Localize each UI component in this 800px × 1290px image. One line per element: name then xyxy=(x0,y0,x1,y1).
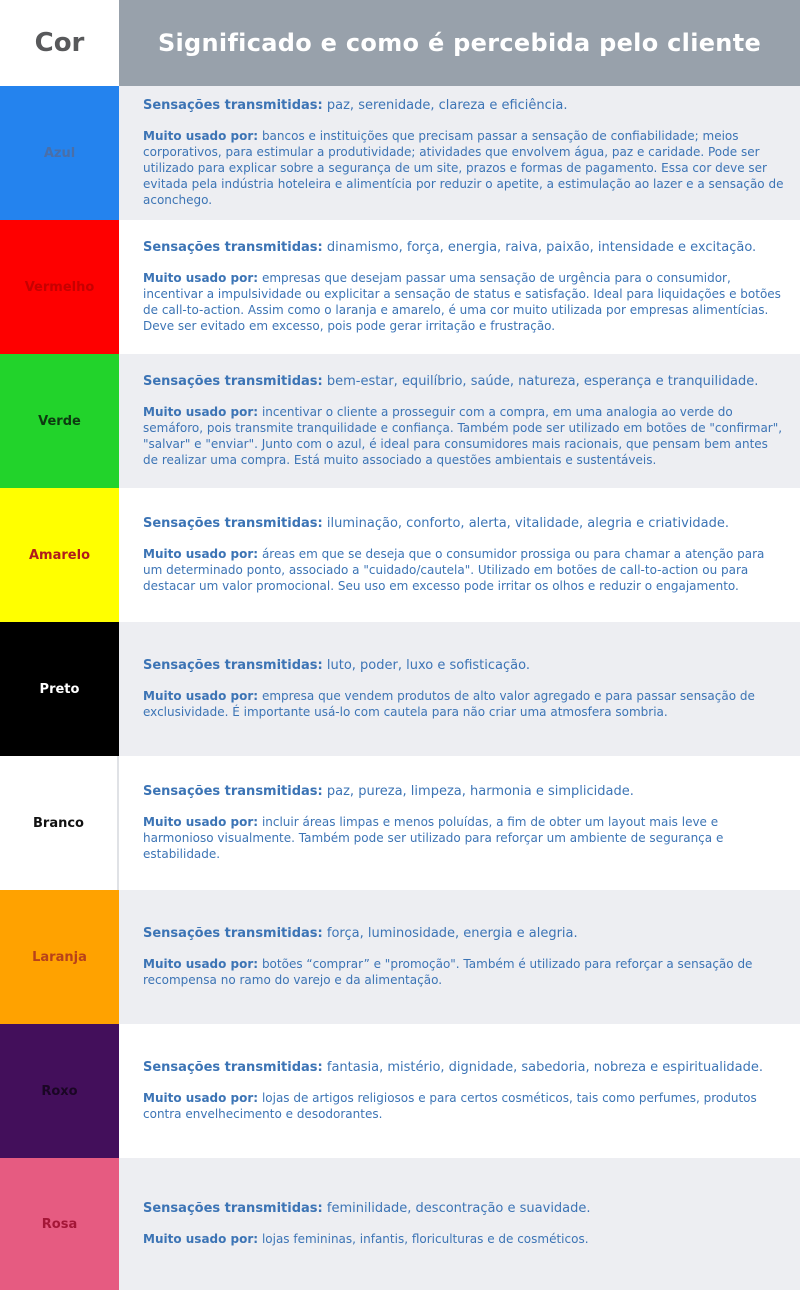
sensations-line xyxy=(143,240,786,256)
color-name: Branco xyxy=(33,815,84,831)
usage-label: Muito usado por: xyxy=(143,957,259,971)
color-description xyxy=(119,220,800,354)
sensations-label: Sensações transmitidas: xyxy=(143,1201,323,1216)
color-description xyxy=(119,1158,800,1290)
sensations-text: paz, serenidade, clareza e eficiência. xyxy=(326,98,568,113)
usage-line xyxy=(143,688,786,720)
color-name: Laranja xyxy=(32,949,87,965)
usage-label: Muito usado por: xyxy=(143,129,259,143)
sensations-line xyxy=(143,516,786,532)
usage-text: empresas que desejam passar uma sensação de urgência para o consumidor, incentivar a impulsividade ou explicitar a sensação de status e satisfação. Ideal para liquidações e botões de call-to-action. Assim como o laranja e amarelo, é uma cor muito utilizada por empresas alimentícias. Deve ser evitado em excesso, pois pode gerar irritação e frustração. xyxy=(143,271,781,333)
usage-line xyxy=(143,546,786,594)
sensations-label: Sensações transmitidas: xyxy=(143,374,323,389)
color-name: Vermelho xyxy=(24,279,95,295)
usage-line xyxy=(143,814,786,862)
color-row-preto xyxy=(0,622,800,756)
color-swatch xyxy=(0,354,119,488)
color-swatch xyxy=(0,86,119,220)
color-swatch xyxy=(0,488,119,622)
usage-text: incentivar o cliente a prosseguir com a compra, em uma analogia ao verde do semáforo, pois transmite tranquilidade e confiança. Também pode ser utilizado em botões de "confirmar", "salvar" e "enviar". Junto com o azul, é ideal para consumidores mais racionais, que pensam bem antes de realizar uma compra. Está muito associado a questões ambientais e sustentáveis. xyxy=(143,405,783,467)
color-row-rosa xyxy=(0,1158,800,1290)
color-swatch xyxy=(0,1024,119,1158)
usage-text: lojas femininas, infantis, floriculturas e de cosméticos. xyxy=(261,1232,589,1246)
sensations-label: Sensações transmitidas: xyxy=(143,516,323,531)
color-row-amarelo xyxy=(0,488,800,622)
usage-label: Muito usado por: xyxy=(143,689,259,703)
usage-text: áreas em que se deseja que o consumidor prossiga ou para chamar a atenção para um determinado ponto, associado a "cuidado/cautela". Utilizado em botões de call-to-action ou para destacar um valor promocional. Seu uso em excesso pode irritar os olhos e reduzir o engajamento. xyxy=(143,547,765,593)
table-header xyxy=(0,0,800,86)
sensations-text: bem-estar, equilíbrio, saúde, natureza, esperança e tranquilidade. xyxy=(326,374,759,389)
sensations-label: Sensações transmitidas: xyxy=(143,240,323,255)
sensations-text: dinamismo, força, energia, raiva, paixão, intensidade e excitação. xyxy=(326,240,757,255)
header-meaning-column: Significado e como é percebida pelo cliente xyxy=(119,0,800,86)
sensations-text: luto, poder, luxo e sofisticação. xyxy=(326,658,530,673)
sensations-label: Sensações transmitidas: xyxy=(143,658,323,673)
sensations-line xyxy=(143,374,786,390)
sensations-text: força, luminosidade, energia e alegria. xyxy=(326,926,578,941)
sensations-line xyxy=(143,1060,786,1076)
color-name: Azul xyxy=(43,145,76,161)
usage-line xyxy=(143,1090,786,1122)
sensations-label: Sensações transmitidas: xyxy=(143,98,323,113)
color-name: Roxo xyxy=(41,1083,78,1099)
color-swatch xyxy=(0,890,119,1024)
color-description xyxy=(119,622,800,756)
usage-text: bancos e instituições que precisam passar a sensação de confiabilidade; meios corporativos, para estimular a produtividade; atividades que envolvem água, paz e caridade. Pode ser utilizado para explicar sobre a segurança de um site, prazos e formas de pagamento. Essa cor deve ser evitada pela indústria hoteleira e alimentícia por reduzir o apetite, a estimulação ao lazer e a sensação de aconchego. xyxy=(143,129,784,207)
sensations-line xyxy=(143,98,786,114)
color-row-azul xyxy=(0,86,800,220)
usage-line xyxy=(143,956,786,988)
sensations-line xyxy=(143,658,786,674)
color-swatch xyxy=(0,622,119,756)
sensations-label: Sensações transmitidas: xyxy=(143,784,323,799)
usage-label: Muito usado por: xyxy=(143,1232,259,1246)
color-description xyxy=(119,488,800,622)
color-row-laranja xyxy=(0,890,800,1024)
usage-label: Muito usado por: xyxy=(143,815,259,829)
usage-label: Muito usado por: xyxy=(143,271,259,285)
usage-text: botões “comprar” e "promoção". Também é utilizado para reforçar a sensação de recompensa no ramo do varejo e da alimentação. xyxy=(143,957,753,987)
color-name: Rosa xyxy=(41,1216,78,1232)
color-swatch xyxy=(0,756,119,890)
sensations-line xyxy=(143,1201,786,1217)
usage-label: Muito usado por: xyxy=(143,1091,259,1105)
color-swatch xyxy=(0,1158,119,1290)
usage-line xyxy=(143,404,786,468)
sensations-text: iluminação, conforto, alerta, vitalidade, alegria e criatividade. xyxy=(326,516,729,531)
color-row-verde xyxy=(0,354,800,488)
color-description xyxy=(119,1024,800,1158)
color-description xyxy=(119,86,800,220)
usage-text: lojas de artigos religiosos e para certos cosméticos, tais como perfumes, produtos contra envelhecimento e desodorantes. xyxy=(143,1091,757,1121)
sensations-line xyxy=(143,926,786,942)
color-name: Preto xyxy=(39,681,80,697)
sensations-label: Sensações transmitidas: xyxy=(143,926,323,941)
sensations-label: Sensações transmitidas: xyxy=(143,1060,323,1075)
usage-text: empresa que vendem produtos de alto valor agregado e para passar sensação de exclusividade. É importante usá-lo com cautela para não criar uma atmosfera sombria. xyxy=(143,689,755,719)
sensations-line xyxy=(143,784,786,800)
color-row-roxo xyxy=(0,1024,800,1158)
color-row-vermelho xyxy=(0,220,800,354)
usage-line xyxy=(143,128,786,208)
usage-text: incluir áreas limpas e menos poluídas, a fim de obter um layout mais leve e harmonioso visualmente. Também pode ser utilizado para reforçar um ambiente de segurança e estabilidade. xyxy=(143,815,724,861)
color-description xyxy=(119,354,800,488)
color-description xyxy=(119,890,800,1024)
usage-line xyxy=(143,1231,786,1247)
color-name: Amarelo xyxy=(29,547,90,563)
sensations-text: paz, pureza, limpeza, harmonia e simplicidade. xyxy=(326,784,634,799)
usage-label: Muito usado por: xyxy=(143,405,259,419)
usage-label: Muito usado por: xyxy=(143,547,259,561)
sensations-text: fantasia, mistério, dignidade, sabedoria, nobreza e espiritualidade. xyxy=(326,1060,764,1075)
color-description xyxy=(119,756,800,890)
sensations-text: feminilidade, descontração e suavidade. xyxy=(326,1201,591,1216)
header-color-column: Cor xyxy=(0,0,119,86)
color-row-branco xyxy=(0,756,800,890)
color-name: Verde xyxy=(38,413,81,429)
usage-line xyxy=(143,270,786,334)
color-swatch xyxy=(0,220,119,354)
